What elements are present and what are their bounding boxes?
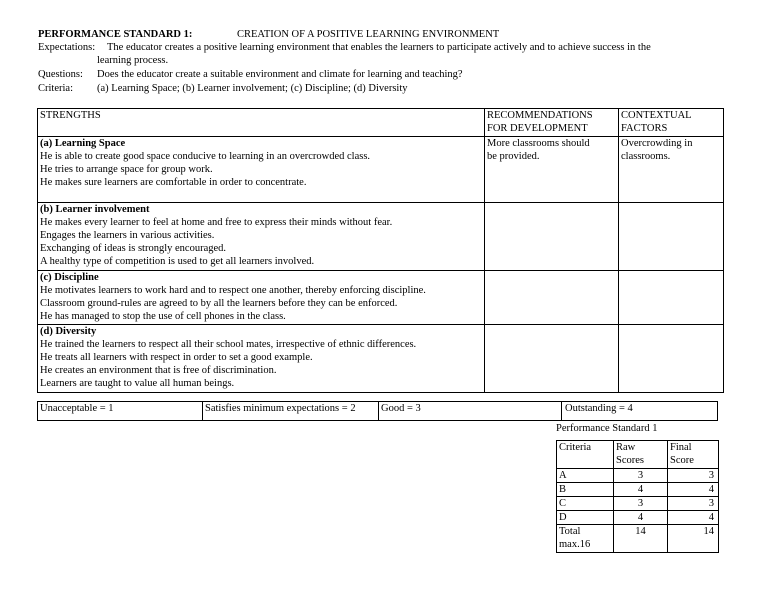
- score-raw: 3: [614, 497, 668, 511]
- questions-label: Questions:: [38, 69, 83, 80]
- standard-title: [38, 28, 192, 41]
- table-row: [38, 271, 724, 325]
- section-line: He makes sure learners are comfortable in order to concentrate.: [40, 177, 307, 188]
- score-criteria: C: [557, 497, 614, 511]
- questions-text: Does the educator create a suitable environment and climate for learning and teaching?: [97, 69, 463, 80]
- section-learner-involvement: [38, 203, 485, 271]
- section-line: He makes every learner to feel at home and free to express their minds without fear.: [40, 217, 393, 228]
- score-row: [557, 469, 719, 483]
- table-row: [38, 325, 724, 393]
- recommendation-cell: [485, 271, 619, 325]
- section-discipline: [38, 271, 485, 325]
- section-line: Engages the learners in various activities.: [40, 230, 215, 241]
- recommendation-cell: [485, 325, 619, 393]
- strengths-header: STRENGTHS: [38, 109, 485, 137]
- criteria-label: Criteria:: [38, 83, 73, 94]
- table-row: [38, 203, 724, 271]
- contextual-cell: [619, 325, 724, 393]
- score-criteria: D: [557, 511, 614, 525]
- score-raw: 4: [614, 483, 668, 497]
- section-learning-space: [38, 137, 485, 203]
- score-criteria: A: [557, 469, 614, 483]
- scale-satisfies: Satisfies minimum expectations = 2: [203, 402, 379, 421]
- score-table-caption: Performance Standard 1: [556, 423, 658, 434]
- score-row: [557, 511, 719, 525]
- section-title: (c) Discipline: [40, 272, 99, 283]
- section-title: (a) Learning Space: [40, 138, 126, 149]
- recommendations-header: RECOMMENDATIONS FOR DEVELOPMENT: [485, 109, 619, 137]
- score-total-row: [557, 525, 719, 553]
- section-line: He creates an environment that is free of discrimination.: [40, 365, 277, 376]
- contextual-cell: [619, 203, 724, 271]
- section-line: He is able to create good space conducive to learning in an overcrowded class.: [40, 151, 371, 162]
- section-line: He tries to arrange space for group work.: [40, 164, 213, 175]
- score-table: [556, 440, 719, 553]
- section-line: He trained the learners to respect all their school mates, irrespective of ethnic differences.: [40, 339, 417, 350]
- table-row: [38, 137, 724, 203]
- table-header-row: [38, 109, 724, 137]
- section-line: A healthy type of competition is used to get all learners involved.: [40, 256, 315, 267]
- expectations-label: Expectations:: [38, 42, 96, 53]
- contextual-cell: [619, 271, 724, 325]
- score-raw: 4: [614, 511, 668, 525]
- expectations-line-2: learning process.: [97, 55, 169, 66]
- score-final: 3: [668, 469, 719, 483]
- recommendation-cell: More classrooms should be provided.: [485, 137, 619, 203]
- standard-title-text: CREATION OF A POSITIVE LEARNING ENVIRONMENT: [237, 29, 500, 40]
- score-header-criteria: Criteria: [557, 441, 614, 469]
- score-header-final: Final Score: [668, 441, 719, 469]
- strengths-table: [37, 108, 724, 393]
- score-header-raw: Raw Scores: [614, 441, 668, 469]
- expectations-line-1: The educator creates a positive learning environment that enables the learners to participate actively and to achieve success in the: [107, 42, 651, 53]
- section-line: Classroom ground-rules are agreed to by all the learners before they can be enforced.: [40, 298, 398, 309]
- score-raw: 3: [614, 469, 668, 483]
- section-line: He treats all learners with respect in order to set a good example.: [40, 352, 313, 363]
- scale-outstanding: Outstanding = 4: [562, 402, 718, 421]
- score-total-label: Total max.16: [557, 525, 614, 553]
- criteria-text: (a) Learning Space; (b) Learner involvement; (c) Discipline; (d) Diversity: [97, 83, 408, 94]
- scale-good: Good = 3: [379, 402, 562, 421]
- score-final: 4: [668, 483, 719, 497]
- recommendation-cell: [485, 203, 619, 271]
- section-line: He has managed to stop the use of cell phones in the class.: [40, 311, 286, 322]
- score-row: [557, 483, 719, 497]
- section-title: (d) Diversity: [40, 326, 97, 337]
- section-line: Exchanging of ideas is strongly encouraged.: [40, 243, 227, 254]
- score-total-raw: 14: [614, 525, 668, 553]
- scale-unacceptable: Unacceptable = 1: [38, 402, 203, 421]
- score-criteria: B: [557, 483, 614, 497]
- section-diversity: [38, 325, 485, 393]
- contextual-cell: Overcrowding in classrooms.: [619, 137, 724, 203]
- standard-title-label: PERFORMANCE STANDARD 1:: [38, 29, 193, 40]
- contextual-header: CONTEXTUAL FACTORS: [619, 109, 724, 137]
- score-final: 4: [668, 511, 719, 525]
- score-row: [557, 497, 719, 511]
- score-final: 3: [668, 497, 719, 511]
- section-title: (b) Learner involvement: [40, 204, 150, 215]
- score-total-final: 14: [668, 525, 719, 553]
- rating-scale: [37, 401, 718, 421]
- section-line: He motivates learners to work hard and to respect one another, thereby enforcing discipline.: [40, 285, 426, 296]
- section-line: Learners are taught to value all human beings.: [40, 378, 235, 389]
